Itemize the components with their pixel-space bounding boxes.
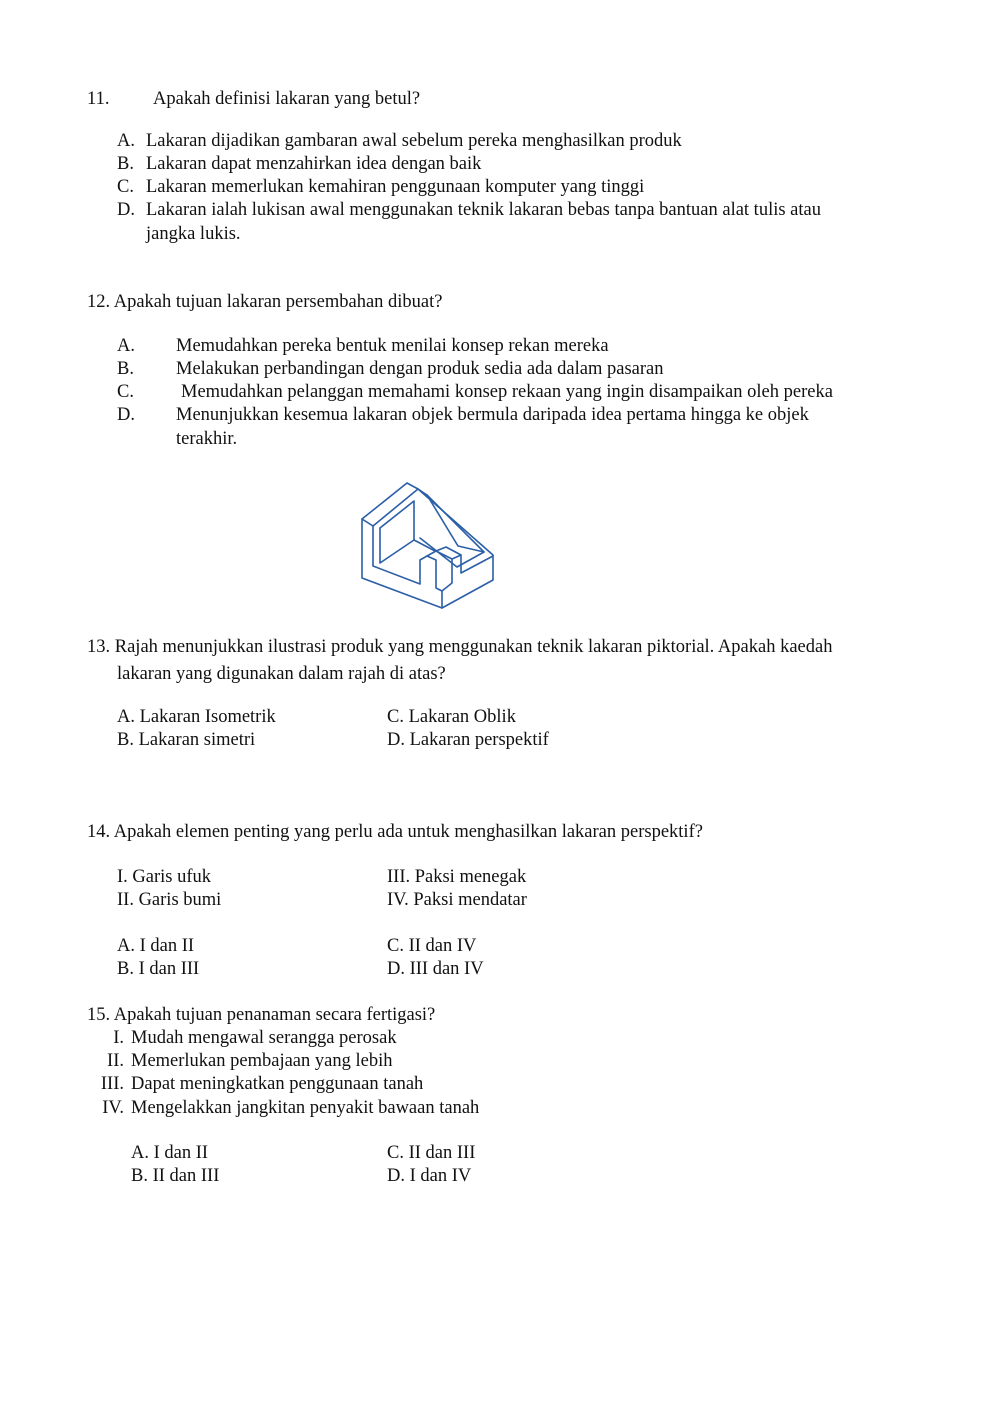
inner-floor (380, 528, 435, 563)
q13-question: 13. Rajah menunjukkan ilustrasi produk yang menggunakan teknik lakaran piktorial. Apakah kaedah (87, 637, 833, 657)
q14-option-c: C. II dan IV (387, 936, 477, 956)
q11-option-a-text: Lakaran dijadikan gambaran awal sebelum pereka menghasilkan produk (146, 131, 682, 151)
q14-option-a: A. I dan II (117, 936, 195, 956)
q11-option-a-letter: A. (117, 131, 135, 151)
q14-statement-ii: II. Garis bumi (117, 890, 222, 910)
q15-option-d: D. I dan IV (387, 1166, 472, 1186)
q15-option-b: B. II dan III (131, 1166, 220, 1186)
q15-statement-iii-num: III. (100, 1074, 124, 1094)
figure-lines (362, 483, 493, 608)
q13-option-c: C. Lakaran Oblik (387, 707, 516, 727)
q13-option-b: B. Lakaran simetri (117, 730, 256, 750)
q11-question: Apakah definisi lakaran yang betul? (153, 89, 421, 109)
q11-option-b-text: Lakaran dapat menzahirkan idea dengan baik (146, 154, 482, 174)
q12-option-a-text: Memudahkan pereka bentuk menilai konsep rekan mereka (176, 336, 609, 356)
q12-option-c-text: Memudahkan pelanggan memahami konsep rekaan yang ingin disampaikan oleh pereka (181, 382, 833, 402)
q13-question-cont: lakaran yang digunakan dalam rajah di atas? (117, 664, 446, 684)
q15-statement-iv-text: Mengelakkan jangkitan penyakit bawaan tanah (131, 1098, 480, 1118)
q12-option-b-text: Melakukan perbandingan dengan produk sedia ada dalam pasaran (176, 359, 664, 379)
q13-option-d: D. Lakaran perspektif (387, 730, 549, 750)
outer-outline (362, 483, 493, 608)
isometric-object-figure (357, 478, 497, 613)
q14-question: 14. Apakah elemen penting yang perlu ada untuk menghasilkan lakaran perspektif? (87, 822, 703, 842)
q12-option-b-letter: B. (117, 359, 134, 379)
q14-statement-iii: III. Paksi menegak (387, 867, 527, 887)
q12-option-c-letter: C. (117, 382, 134, 402)
q12-question: 12. Apakah tujuan lakaran persembahan dibuat? (87, 292, 443, 312)
q11-option-c-text: Lakaran memerlukan kemahiran penggunaan komputer yang tinggi (146, 177, 645, 197)
base-edge (461, 555, 493, 573)
q15-option-a: A. I dan II (131, 1143, 209, 1163)
q11-option-c-letter: C. (117, 177, 134, 197)
q14-statement-i: I. Garis ufuk (117, 867, 212, 887)
q13-option-a: A. Lakaran Isometrik (117, 707, 276, 727)
q15-option-c: C. II dan III (387, 1143, 476, 1163)
q11-number: 11. (87, 89, 110, 109)
q11-option-b-letter: B. (117, 154, 134, 174)
q11-option-d-text: Lakaran ialah lukisan awal menggunakan teknik lakaran bebas tanpa bantuan alat tulis atau (146, 200, 821, 220)
q11-option-d-letter: D. (117, 200, 135, 220)
q14-statement-iv: IV. Paksi mendatar (387, 890, 527, 910)
q12-option-d-text-cont: terakhir. (176, 429, 238, 449)
q12-option-d-letter: D. (117, 405, 135, 425)
q15-statement-i-text: Mudah mengawal serangga perosak (131, 1028, 397, 1048)
q15-question: 15. Apakah tujuan penanaman secara fertigasi? (87, 1005, 436, 1025)
q15-statement-i-num: I. (113, 1028, 124, 1048)
q15-statement-iii-text: Dapat meningkatkan penggunaan tanah (131, 1074, 424, 1094)
q12-option-d-text: Menunjukkan kesemua lakaran objek bermula daripada idea pertama hingga ke objek (176, 405, 809, 425)
q12-option-a-letter: A. (117, 336, 135, 356)
q14-option-d: D. III dan IV (387, 959, 484, 979)
q15-statement-iv-num: IV. (102, 1098, 124, 1118)
q11-option-d-text-cont: jangka lukis. (146, 224, 241, 244)
q15-statement-ii-text: Memerlukan pembajaan yang lebih (131, 1051, 393, 1071)
q15-statement-ii-num: II. (107, 1051, 124, 1071)
q14-option-b: B. I dan III (117, 959, 200, 979)
